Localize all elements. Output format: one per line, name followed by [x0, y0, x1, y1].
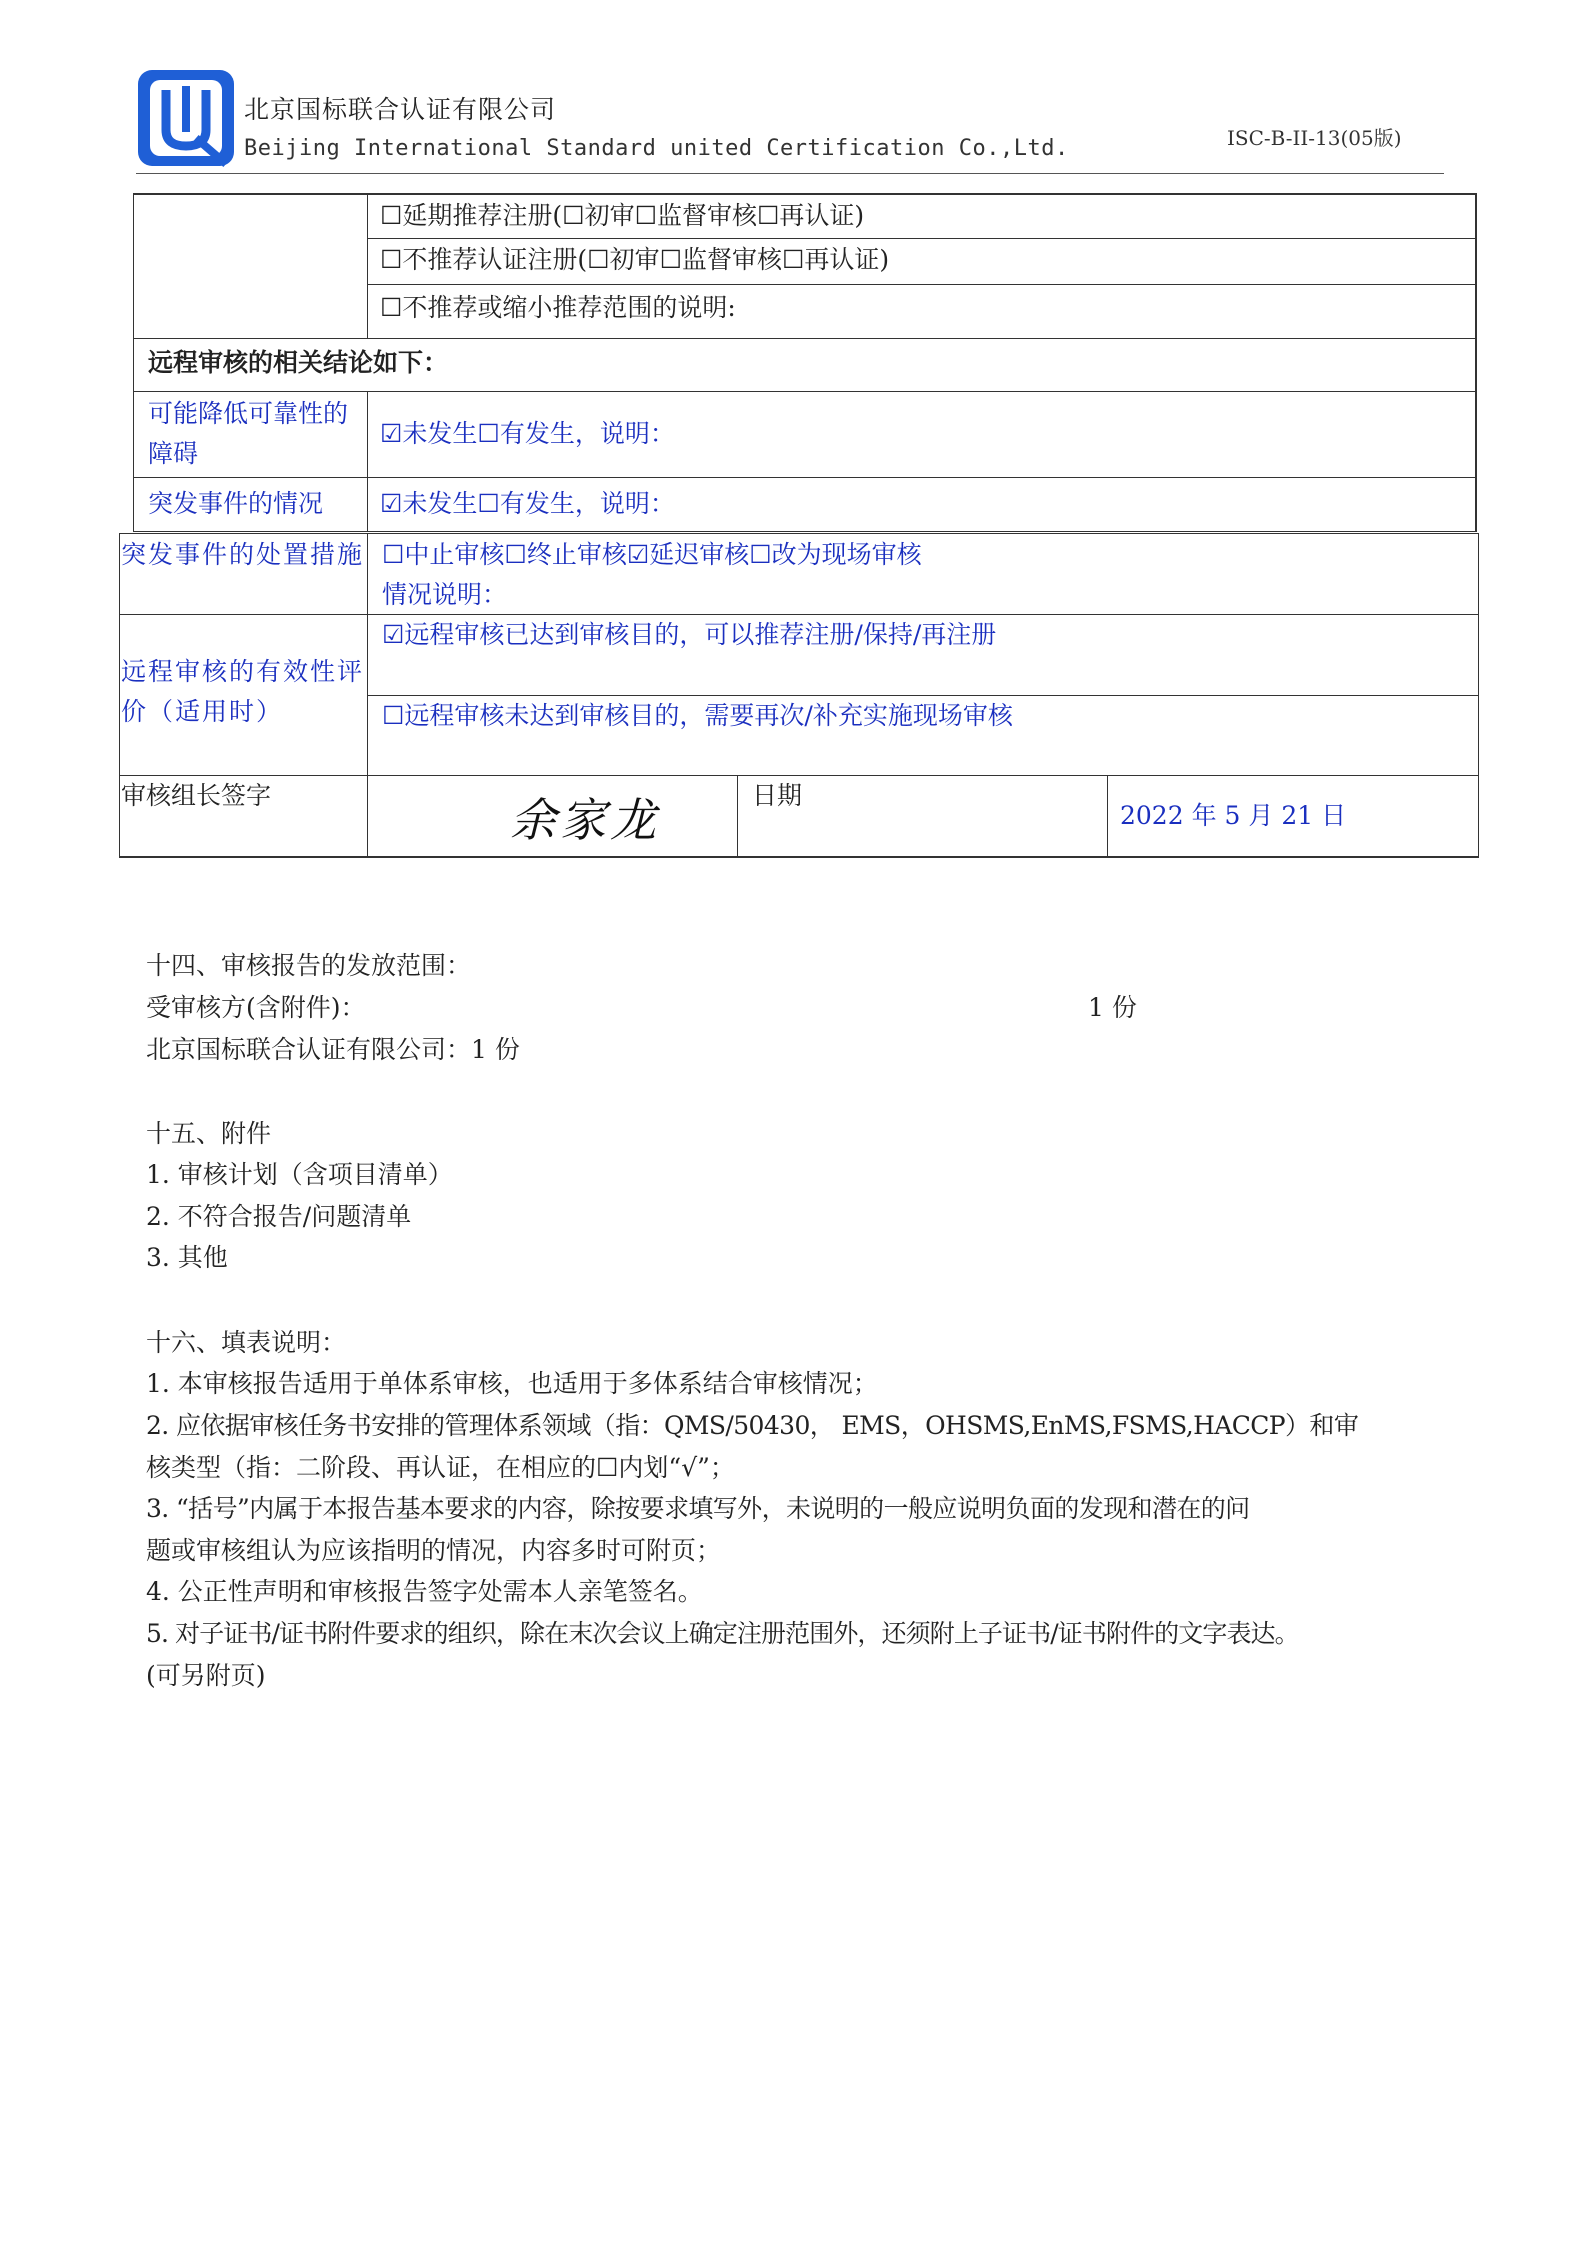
instruction-item: 核类型（指：二阶段、再认证，在相应的☐内划“√”； [146, 1453, 735, 1482]
instruction-item: 1. 本审核报告适用于单体系审核，也适用于多体系结合审核情况； [146, 1369, 878, 1398]
validity-option-achieved[interactable]: ☑远程审核已达到审核目的，可以推荐注册/保持/再注册 [382, 620, 997, 649]
company-logo [136, 68, 236, 168]
sign-label: 审核组长签字 [121, 781, 272, 810]
reliability-value[interactable]: ☑未发生☐有发生，说明： [380, 419, 675, 448]
instruction-item: 题或审核组认为应该指明的情况，内容多时可附页； [146, 1536, 722, 1565]
measures-note: 情况说明： [382, 580, 508, 609]
validity-label: 远程审核的有效性评价（适用时） [121, 657, 365, 726]
instruction-item: 5. 对子证书/证书附件要求的组织，除在末次会议上确定注册范围外，还须附上子证书/证书附件的文字表达。 [146, 1619, 1299, 1648]
date-label: 日期 [752, 781, 803, 810]
attachment-item: 1. 审核计划（含项目清单） [146, 1160, 453, 1189]
instruction-item: 4. 公正性声明和审核报告签字处需本人亲笔签名。 [146, 1577, 703, 1606]
rec-option-not-recommend[interactable]: ☐不推荐认证注册(☐初审☐监督审核☐再认证) [380, 245, 890, 274]
emergency-value[interactable]: ☑未发生☐有发生，说明： [380, 489, 675, 518]
section14-title: 十四、审核报告的发放范围： [146, 951, 472, 980]
distribution-company: 北京国标联合认证有限公司：1 份 [146, 1035, 520, 1064]
attachment-item: 2. 不符合报告/问题清单 [146, 1202, 412, 1231]
validity-option-not-achieved[interactable]: ☐远程审核未达到审核目的，需要再次/补充实施现场审核 [382, 701, 1013, 730]
instruction-item: 3. “括号”内属于本报告基本要求的内容，除按要求填写外，未说明的一般应说明负面的发现和潜在的问 [146, 1494, 1250, 1523]
leader-signature: 余家龙 [510, 793, 660, 847]
header-divider [136, 173, 1444, 174]
emergency-label: 突发事件的情况 [148, 489, 324, 518]
section16-title: 十六、填表说明： [146, 1328, 347, 1357]
company-name-cn: 北京国标联合认证有限公司 [244, 95, 557, 124]
company-name-en: Beijing International Standard united Certification Co.,Ltd. [244, 136, 1069, 161]
rec-option-narrow-scope[interactable]: ☐不推荐或缩小推荐范围的说明: [380, 293, 736, 322]
distribution-auditee: 受审核方(含附件)： [146, 993, 366, 1022]
section15-title: 十五、附件 [146, 1119, 272, 1148]
instruction-item: 2. 应依据审核任务书安排的管理体系领域（指：QMS/50430， EMS，OHSMS,EnMS,FSMS,HACCP）和审 [146, 1411, 1359, 1440]
reliability-label: 可能降低可靠性的障碍 [148, 399, 349, 468]
distribution-auditee-count: 1 份 [1088, 993, 1137, 1022]
rec-option-delay[interactable]: ☐延期推荐注册(☐初审☐监督审核☐再认证) [380, 201, 865, 230]
measures-value[interactable]: ☐中止审核☐终止审核☑延迟审核☐改为现场审核 [382, 540, 922, 569]
date-value: 2022 年 5 月 21 日 [1120, 801, 1347, 830]
measures-label: 突发事件的处置措施 [121, 540, 365, 569]
remote-conclusion-title: 远程审核的相关结论如下： [148, 348, 449, 377]
attachment-item: 3. 其他 [146, 1243, 228, 1272]
document-number: ISC-B-II-13(05版) [1227, 126, 1402, 150]
instruction-item: (可另附页) [146, 1661, 266, 1690]
